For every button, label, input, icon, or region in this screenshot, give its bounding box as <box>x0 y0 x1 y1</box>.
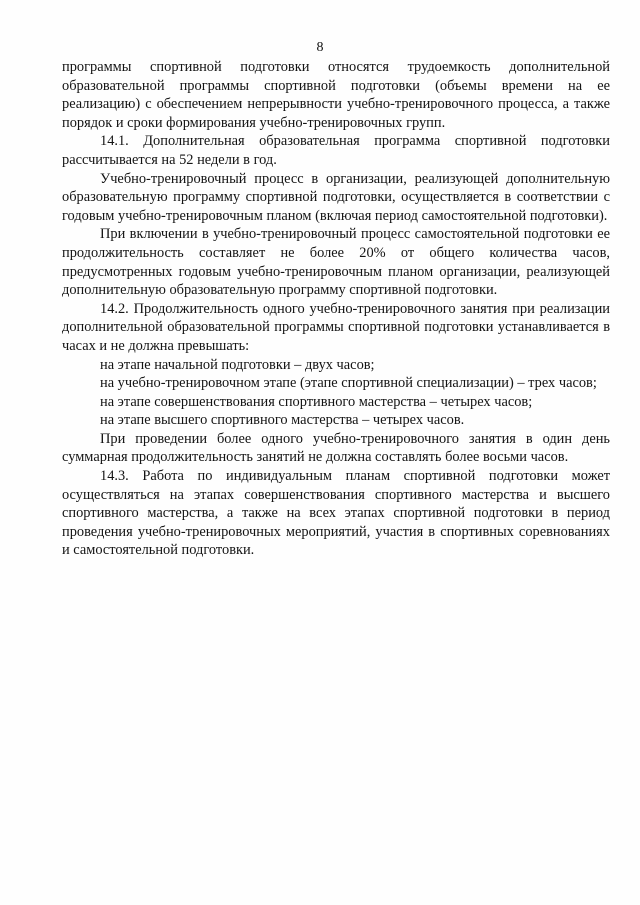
paragraph-14-1: 14.1. Дополнительная образовательная программа спортивной подготовки рассчитывается на 52 недели в год. <box>62 133 610 168</box>
paragraph-self-preparation: При включении в учебно-тренировочный процесс самостоятельной подготовки ее продолжительность составляет не более 20% от общего количества часов, предусмотренных годовым учебно-тренировочным планом организации, реализующей дополнительную образовательную программу спортивной подготовки. <box>62 226 610 299</box>
paragraph-training-process: Учебно-тренировочный процесс в организации, реализующей дополнительную образовательную программу спортивной подготовки, осуществляется в соответствии с годовым учебно-тренировочным планом (включая период самостоятельной подготовки). <box>62 170 610 224</box>
page-number: 8 <box>316 40 324 55</box>
paragraph-daily-limit: При проведении более одного учебно-тренировочного занятия в один день суммарная продолжительность занятий не должна составлять более восьми часов. <box>62 430 610 466</box>
list-item-higher-mastery-stage: на этапе высшего спортивного мастерства – четырех часов. <box>100 412 465 429</box>
list-item-initial-stage: на этапе начальной подготовки – двух часов; <box>100 356 375 373</box>
list-item-improvement-stage: на этапе совершенствования спортивного мастерства – четырех часов; <box>100 393 533 410</box>
list-item-training-stage: на учебно-тренировочном этапе (этапе спортивной специализации) – трех часов; <box>100 375 597 392</box>
document-body <box>62 58 610 560</box>
paragraph-14-2: 14.2. Продолжительность одного учебно-тренировочного занятия при реализации дополнительной образовательной программы спортивной подготовки устанавливается в часах и не должна превышать: <box>62 300 610 354</box>
paragraph-continuation: программы спортивной подготовки относятся трудоемкость дополнительной образовательной программы спортивной подготовки (объемы времени на ее реализацию) с обеспечением непрерывности учебно-тренировочного процесса, а также порядок и сроки формирования учебно-тренировочных групп. <box>62 59 610 131</box>
paragraph-14-3: 14.3. Работа по индивидуальным планам спортивной подготовки может осуществляться на этапах совершенствования спортивного мастерства и высшего спортивного мастерства, а также на всех этапах спортивной подготовки в период проведения учебно-тренировочных мероприятий, участия в спортивных соревнованиях и самостоятельной подготовки. <box>62 468 610 559</box>
